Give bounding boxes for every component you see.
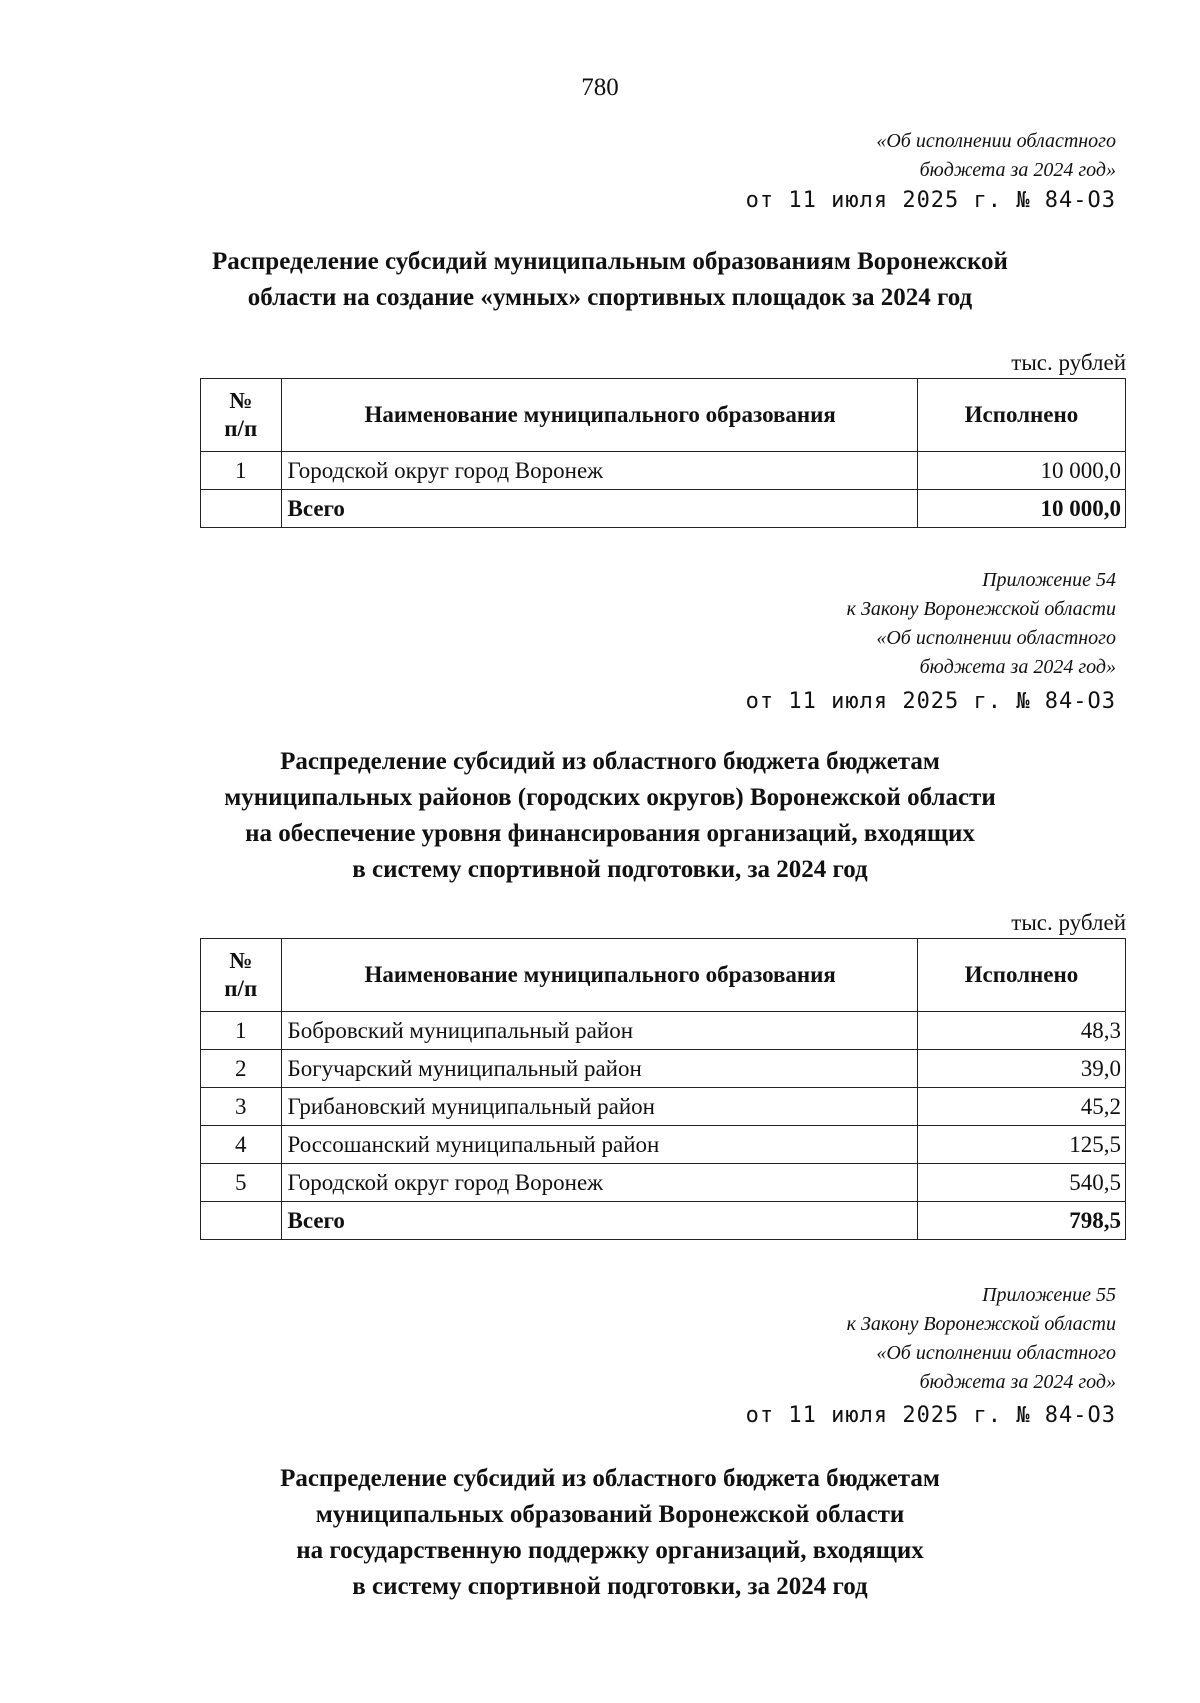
- row-value: 125,5: [917, 1126, 1125, 1164]
- table-row: [201, 1050, 1126, 1088]
- title-line: на обеспечение уровня финансирования организаций, входящих: [245, 820, 975, 847]
- row-num: 2: [201, 1050, 282, 1088]
- row-name: Городской округ город Воронеж: [281, 1164, 917, 1202]
- law-reference-line: Приложение 54: [982, 569, 1116, 591]
- law-reference-line: «Об исполнении областного: [876, 627, 1116, 649]
- row-value: 45,2: [917, 1088, 1125, 1126]
- row-name: Богучарский муниципальный район: [281, 1050, 917, 1088]
- table-total-row: [201, 490, 1126, 528]
- table-header-row: [201, 379, 1126, 452]
- table-row: [201, 452, 1126, 490]
- row-value: 48,3: [917, 1012, 1125, 1050]
- law-reference-line: бюджета за 2024 год»: [919, 656, 1116, 678]
- law-reference-line: к Закону Воронежской области: [846, 598, 1116, 620]
- total-label: Всего: [281, 490, 917, 528]
- title-line: в систему спортивной подготовки, за 2024 год: [352, 856, 868, 883]
- row-num: 5: [201, 1164, 282, 1202]
- row-value: 10 000,0: [917, 452, 1125, 490]
- row-num: 1: [201, 1012, 282, 1050]
- section-title: [170, 744, 1050, 888]
- header-name: Наименование муниципального образования: [281, 379, 917, 452]
- header-num-line: №: [229, 388, 253, 413]
- row-num: 4: [201, 1126, 282, 1164]
- law-reference: [847, 566, 1116, 682]
- law-reference: [876, 127, 1116, 185]
- law-date: от 11 июля 2025 г. № 84-ОЗ: [745, 689, 1116, 714]
- units-label: тыс. рублей: [1011, 910, 1126, 935]
- header-num: [201, 939, 282, 1012]
- table-row: [201, 1012, 1126, 1050]
- title-line: Распределение субсидий муниципальным образованиям Воронежской: [212, 248, 1008, 275]
- table-header-row: [201, 939, 1126, 1012]
- law-reference-line: «Об исполнении областного: [876, 1342, 1116, 1364]
- units-label: тыс. рублей: [1011, 350, 1126, 375]
- total-value: 10 000,0: [917, 490, 1125, 528]
- title-line: области на создание «умных» спортивных площадок за 2024 год: [247, 284, 973, 311]
- header-num-line: п/п: [224, 976, 258, 1001]
- row-name: Грибановский муниципальный район: [281, 1088, 917, 1126]
- header-num: [201, 379, 282, 452]
- table-total-row: [201, 1202, 1126, 1240]
- header-value: Исполнено: [917, 939, 1125, 1012]
- total-num: [201, 490, 282, 528]
- law-date: от 11 июля 2025 г. № 84-ОЗ: [745, 1403, 1116, 1428]
- title-line: на государственную поддержку организаций, входящих: [296, 1537, 924, 1564]
- law-reference-line: «Об исполнении областного: [876, 130, 1116, 152]
- row-num: 1: [201, 452, 282, 490]
- title-line: Распределение субсидий из областного бюджета бюджетам: [280, 1465, 940, 1492]
- table-row: [201, 1164, 1126, 1202]
- row-name: Бобровский муниципальный район: [281, 1012, 917, 1050]
- row-num: 3: [201, 1088, 282, 1126]
- law-reference-line: Приложение 55: [982, 1284, 1116, 1306]
- law-reference-line: к Закону Воронежской области: [846, 1313, 1116, 1335]
- section-title: [170, 244, 1050, 316]
- header-num-line: п/п: [224, 416, 258, 441]
- total-value: 798,5: [917, 1202, 1125, 1240]
- header-name: Наименование муниципального образования: [281, 939, 917, 1012]
- row-value: 39,0: [917, 1050, 1125, 1088]
- title-line: в систему спортивной подготовки, за 2024 год: [352, 1573, 868, 1600]
- law-date: от 11 июля 2025 г. № 84-ОЗ: [745, 188, 1116, 213]
- subsidy-table: [200, 938, 1126, 1240]
- header-value: Исполнено: [917, 379, 1125, 452]
- page-number: 780: [581, 74, 619, 101]
- row-name: Городской округ город Воронеж: [281, 452, 917, 490]
- row-value: 540,5: [917, 1164, 1125, 1202]
- law-reference: [847, 1281, 1116, 1397]
- title-line: муниципальных образований Воронежской области: [315, 1501, 905, 1528]
- table-row: [201, 1126, 1126, 1164]
- law-reference-line: бюджета за 2024 год»: [919, 1371, 1116, 1393]
- header-num-line: №: [229, 948, 253, 973]
- row-name: Россошанский муниципальный район: [281, 1126, 917, 1164]
- subsidy-table: [200, 378, 1126, 528]
- table-row: [201, 1088, 1126, 1126]
- title-line: Распределение субсидий из областного бюджета бюджетам: [280, 748, 940, 775]
- title-line: муниципальных районов (городских округов) Воронежской области: [224, 784, 996, 811]
- total-label: Всего: [281, 1202, 917, 1240]
- law-reference-line: бюджета за 2024 год»: [919, 159, 1116, 181]
- total-num: [201, 1202, 282, 1240]
- section-title: [170, 1461, 1050, 1605]
